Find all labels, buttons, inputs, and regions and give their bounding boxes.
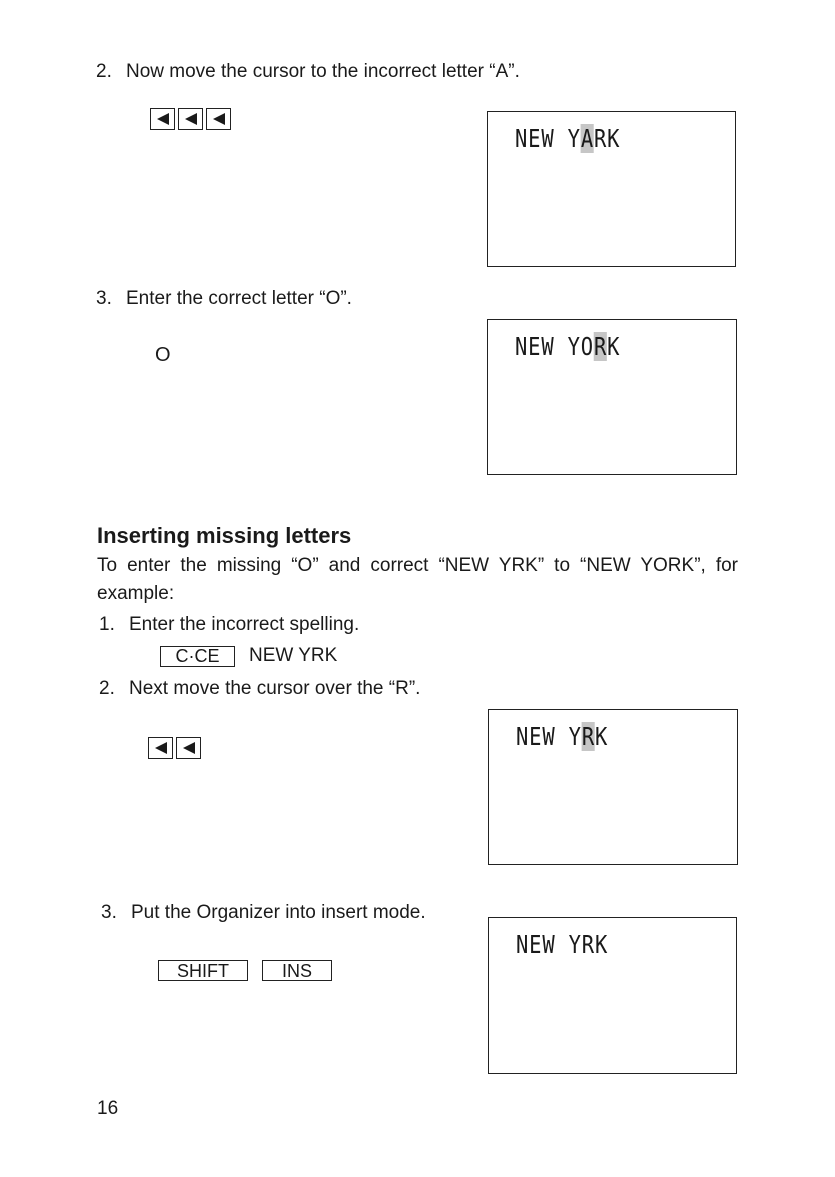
step-3-insert-mode [101, 901, 426, 925]
left-arrow-key [206, 108, 231, 130]
step-text: Enter the incorrect spelling. [129, 614, 360, 635]
step-3-enter-letter [96, 287, 352, 311]
c-ce-key: C·CE [160, 646, 235, 667]
step-1-enter-spelling [99, 613, 359, 637]
intro-line: example: [97, 583, 175, 604]
page-number: 16 [97, 1098, 119, 1119]
intro-paragraph [97, 552, 738, 608]
left-arrow-icon [154, 742, 168, 754]
lcd-display-3 [488, 709, 738, 865]
typed-text: NEW YRK [249, 645, 338, 666]
left-arrow-key [150, 108, 175, 130]
left-arrow-icon [184, 113, 198, 125]
shift-key: SHIFT [158, 960, 248, 981]
lcd-display-1 [487, 111, 736, 267]
lcd-display-4 [488, 917, 737, 1074]
left-arrow-key-sequence [150, 108, 231, 130]
step-text: Next move the cursor over the “R”. [129, 678, 421, 699]
step-text: Now move the cursor to the incorrect letter “A”. [126, 61, 520, 82]
lcd-text: NEW YRK [516, 930, 609, 959]
lcd-display-2 [487, 319, 737, 475]
step-number: 2. [96, 61, 112, 82]
clear-and-type-row [160, 645, 337, 667]
left-arrow-key [176, 737, 201, 759]
step-number: 3. [96, 288, 112, 309]
lcd-text: NEW YRK [516, 722, 609, 751]
step-2-move-cursor [96, 60, 520, 84]
lcd-text: NEW YARK [515, 124, 621, 153]
section-heading: Inserting missing letters [97, 523, 352, 548]
typed-letter: O [155, 344, 171, 366]
left-arrow-icon [212, 113, 226, 125]
cursor-char: R [581, 722, 595, 751]
step-number: 1. [99, 614, 115, 635]
shift-ins-key-combo [158, 960, 332, 981]
intro-line: To enter the missing “O” and correct “NEW YRK” to “NEW YORK”, for [97, 555, 738, 576]
left-arrow-key-sequence [148, 737, 201, 759]
step-number: 2. [99, 678, 115, 699]
cursor-char: A [580, 124, 594, 153]
step-2-move-cursor-over-r [99, 677, 420, 701]
left-arrow-key [178, 108, 203, 130]
left-arrow-key [148, 737, 173, 759]
left-arrow-icon [156, 113, 170, 125]
step-text: Enter the correct letter “O”. [126, 288, 352, 309]
left-arrow-icon [182, 742, 196, 754]
cursor-char: R [593, 332, 608, 361]
ins-key: INS [262, 960, 332, 981]
step-number: 3. [101, 902, 117, 923]
lcd-text: NEW YORK [515, 332, 621, 361]
step-text: Put the Organizer into insert mode. [131, 902, 426, 923]
